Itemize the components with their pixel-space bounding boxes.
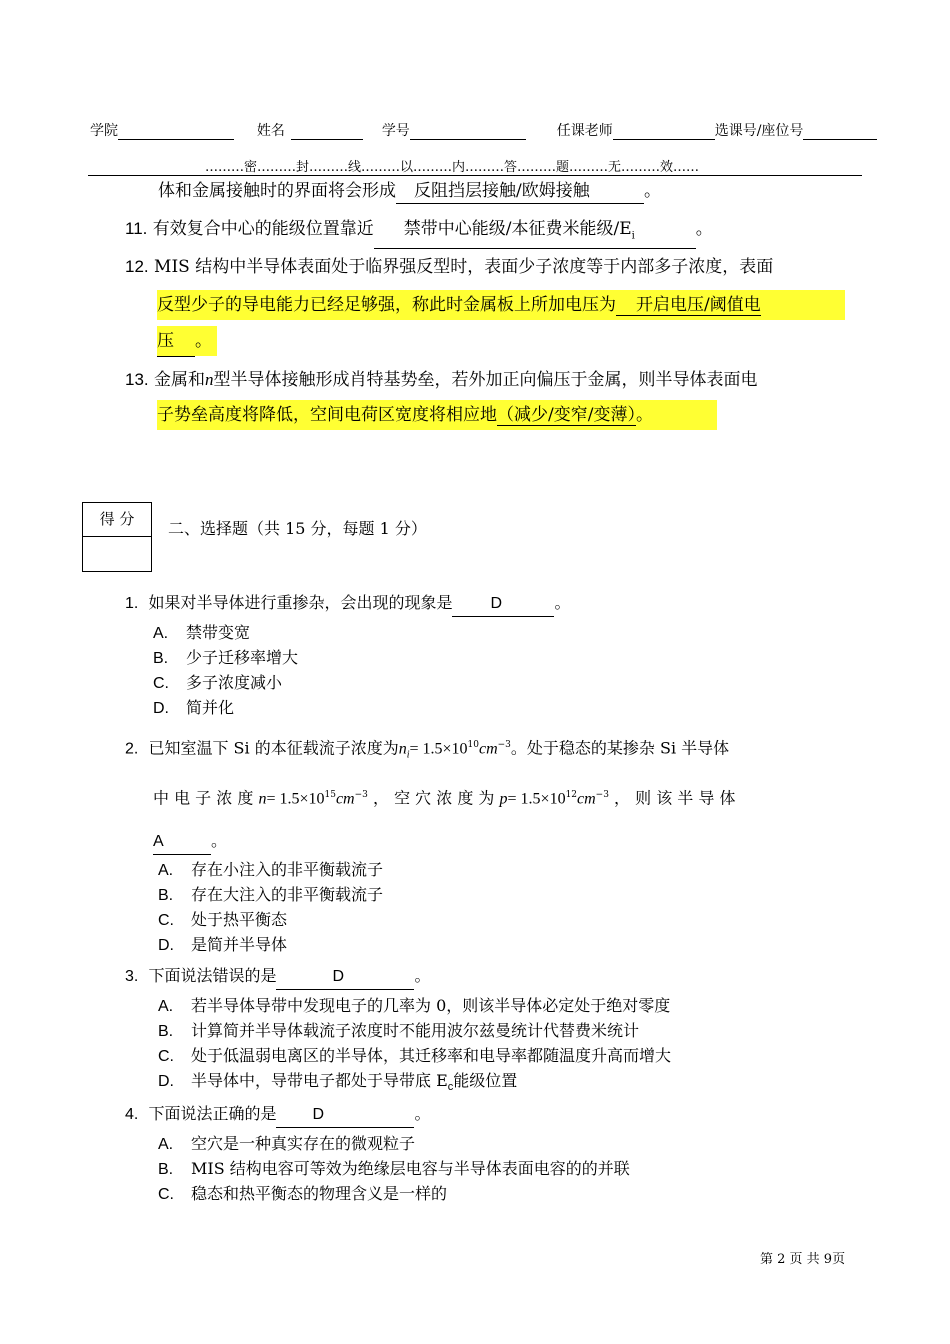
mc-q2-line2: 中 电 子 浓 度 $n= 1.5\times 10^{15}cm^{-3}$ ， 空 穴 浓 度 为 $p= 1.5\times 10^{12}cm^{-3}$ ， 则 该 半 导 体 bbox=[153, 788, 736, 808]
score-label: 得 分 bbox=[83, 503, 151, 537]
q13-answer: （减少/变窄/变薄） bbox=[497, 405, 636, 425]
option: A. 空穴是一种真实存在的微观粒子 bbox=[158, 1134, 416, 1153]
mc-q2-answer-line: A 。 bbox=[153, 829, 227, 855]
q10-continuation: 体和金属接触时的界面将会形成 反阻挡层接触/欧姆接触 。 bbox=[158, 179, 661, 204]
student-id-blank bbox=[410, 123, 526, 140]
name-label: 姓名 bbox=[256, 123, 285, 139]
option: B. 存在大注入的非平衡载流子 bbox=[158, 885, 384, 904]
q13-line2: 子势垒高度将降低，空间电荷区宽度将相应地（减少/变窄/变薄）。 bbox=[157, 400, 717, 430]
header-rule bbox=[88, 175, 862, 176]
name-blank bbox=[291, 123, 363, 140]
mc-q3: 3. 下面说法错误的是 D 。 bbox=[125, 964, 430, 990]
mc-q4-answer: D bbox=[276, 1103, 414, 1128]
mc-q3-options bbox=[158, 994, 671, 1099]
mc-q4: 4. 下面说法正确的是 D 。 bbox=[125, 1102, 430, 1128]
option: B. MIS 结构电容可等效为绝缘层电容与半导体表面电容的的并联 bbox=[158, 1159, 630, 1178]
q13-line1: 13. 金属和n型半导体接触形成肖特基势垒，若外加正向偏压于金属，则半导体表面电 bbox=[125, 370, 758, 390]
mc-q1: 1. 如果对半导体进行重掺杂，会出现的现象是 D 。 bbox=[125, 591, 570, 617]
mc-q2-options bbox=[158, 858, 383, 958]
q12-line2: 反型少子的导电能力已经足够强，称此时金属板上所加电压为 开启电压/阈值电 bbox=[157, 290, 845, 320]
mc-q2-line1: 2. 已知室温下 Si 的本征载流子浓度为$n_i= 1.5\times 10^{10}cm^{-3}$。处于稳态的某掺杂 Si 半导体 bbox=[125, 738, 730, 761]
q12-answer-a: 开启电压/阈值电 bbox=[616, 295, 761, 316]
option: C. 处于低温弱电离区的半导体，其迁移率和电导率都随温度升高而增大 bbox=[158, 1046, 672, 1065]
option: D. 简并化 bbox=[153, 698, 235, 717]
option: D. 是简并半导体 bbox=[158, 935, 288, 954]
score-box bbox=[82, 502, 152, 572]
q10-answer: 反阻挡层接触/欧姆接触 bbox=[396, 179, 644, 204]
student-id-label: 学号 bbox=[381, 123, 410, 139]
option: A. 若半导体导带中发现电子的几率为 0，则该半导体必定处于绝对零度 bbox=[158, 996, 671, 1015]
q12-line1: 12. MIS 结构中半导体表面处于临界强反型时，表面少子浓度等于内部多子浓度，表面 bbox=[125, 257, 774, 277]
q11: 11. 有效复合中心的能级位置靠近 禁带中心能级/本征费米能级$/E_i$ 。 bbox=[125, 217, 713, 249]
q12-line3: 压 。 bbox=[157, 326, 217, 356]
option: C. 稳态和热平衡态的物理含义是一样的 bbox=[158, 1184, 448, 1203]
header-fields bbox=[90, 120, 877, 140]
teacher-label: 任课老师 bbox=[556, 123, 613, 139]
mc-q4-options bbox=[158, 1132, 630, 1207]
q11-answer: 禁带中心能级/本征费米能级$/E_i$ bbox=[374, 217, 696, 249]
college-label: 学院 bbox=[90, 123, 118, 139]
option: B. 计算简并半导体载流子浓度时不能用波尔兹曼统计代替费米统计 bbox=[158, 1021, 640, 1040]
option: C. 处于热平衡态 bbox=[158, 910, 288, 929]
section2-title: 二、选择题（共 15 分，每题 1 分） bbox=[168, 519, 427, 538]
course-seat-label: 选课号/座位号 bbox=[714, 123, 804, 139]
option: A. 禁带变宽 bbox=[153, 623, 251, 642]
mc-q1-answer: D bbox=[452, 592, 554, 617]
q12-answer-b: 压 bbox=[157, 326, 195, 357]
mc-q3-answer: D bbox=[276, 965, 414, 990]
option: B. 少子迁移率增大 bbox=[153, 648, 299, 667]
teacher-blank bbox=[613, 123, 715, 140]
page-number: 第 2 页 共 9页 bbox=[760, 1252, 846, 1267]
college-blank bbox=[118, 123, 234, 140]
mc-q1-options bbox=[153, 621, 298, 721]
mc-q2-answer: A bbox=[153, 830, 211, 855]
option: C. 多子浓度减小 bbox=[153, 673, 283, 692]
option: A. 存在小注入的非平衡载流子 bbox=[158, 860, 384, 879]
seal-line-text: ………密………封………线………以………内………答………题………无………效…… bbox=[205, 160, 700, 175]
course-seat-blank bbox=[803, 123, 877, 140]
option: D. 半导体中，导带电子都处于导带底 $E_c$能级位置 bbox=[158, 1071, 518, 1094]
